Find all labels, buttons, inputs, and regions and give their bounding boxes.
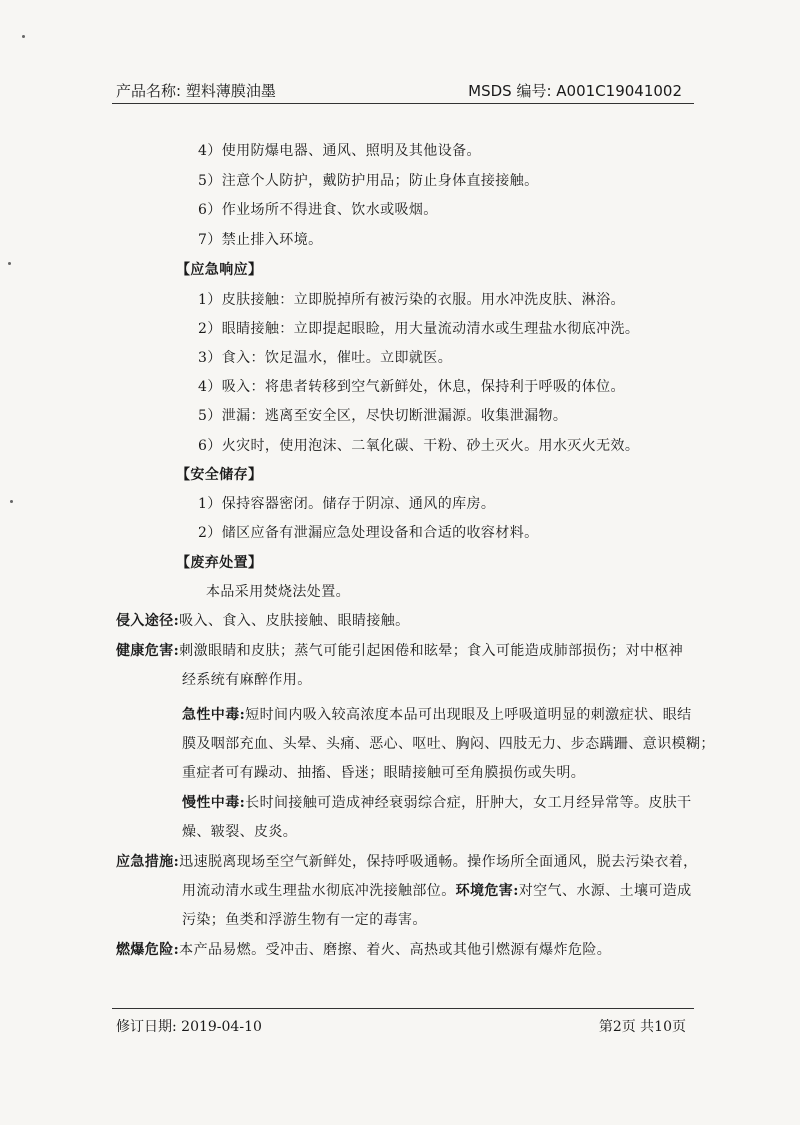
disposal-text: 本品采用焚烧法处置。	[206, 584, 350, 600]
section-title-storage: 【安全储存】	[176, 467, 263, 483]
scan-speck	[10, 500, 13, 503]
list-item: 2）储区应备有泄漏应急处理设备和合适的收容材料。	[198, 525, 539, 541]
explosion-label: 燃爆危险:	[116, 942, 180, 958]
chronic-text-cont: 燥、皲裂、皮炎。	[182, 824, 298, 840]
measures-text: 迅速脱离现场至空气新鲜处，保持呼吸通畅。操作场所全面通风，脱去污染衣着，	[179, 854, 698, 870]
list-item: 5）泄漏：逃离至安全区，尽快切断泄漏源。收集泄漏物。	[198, 408, 568, 424]
acute-text-cont: 膜及咽部充血、头晕、头痛、恶心、呕吐、胸闷、四肢无力、步态蹒跚、意识模糊；	[182, 736, 715, 752]
measures-text-cont	[182, 880, 692, 900]
env-text: 对空气、水源、土壤可造成	[518, 883, 692, 899]
list-item: 1）保持容器密闭。储存于阴凉、通风的库房。	[198, 496, 496, 512]
section-title-disposal: 【废弃处置】	[176, 555, 263, 571]
chronic-label: 慢性中毒:	[182, 795, 246, 811]
measures-text-cont: 污染；鱼类和浮游生物有一定的毒害。	[182, 912, 427, 928]
list-item: 6）作业场所不得进食、饮水或吸烟。	[198, 202, 438, 218]
explosion-text: 本产品易燃。受冲击、磨擦、着火、高热或其他引燃源有爆炸危险。	[179, 942, 612, 958]
acute-row	[182, 704, 692, 724]
measures-row	[116, 851, 698, 871]
explosion-row	[116, 939, 611, 959]
revision-date: 修订日期: 2019-04-10	[116, 1019, 262, 1035]
measures-label: 应急措施:	[116, 854, 180, 870]
health-text-cont: 经系统有麻醉作用。	[182, 672, 312, 688]
acute-text-cont: 重症者可有躁动、抽搐、昏迷；眼睛接触可至角膜损伤或失明。	[182, 765, 586, 781]
list-item: 6）火灾时，使用泡沫、二氧化碳、干粉、砂土灭火。用水灭火无效。	[198, 438, 640, 454]
env-label: 环境危害:	[455, 883, 519, 899]
health-row	[116, 640, 683, 660]
measures-text: 用流动清水或生理盐水彻底冲洗接触部位。	[182, 883, 456, 899]
list-item: 7）禁止排入环境。	[198, 232, 323, 248]
list-item: 1）皮肤接触：立即脱掉所有被污染的衣服。用水冲洗皮肤、淋浴。	[198, 292, 625, 308]
list-item: 5）注意个人防护，戴防护用品；防止身体直接接触。	[198, 173, 539, 189]
footer-rule	[112, 1008, 694, 1009]
health-label: 健康危害:	[116, 643, 180, 659]
chronic-text: 长时间接触可造成神经衰弱综合症，肝肿大，女工月经异常等。皮肤干	[245, 795, 692, 811]
acute-text: 短时间内吸入较高浓度本品可出现眼及上呼吸道明显的刺激症状、眼结	[245, 707, 692, 723]
list-item: 4）使用防爆电器、通风、照明及其他设备。	[198, 143, 481, 159]
route-text: 吸入、食入、皮肤接触、眼睛接触。	[179, 613, 410, 629]
route-label: 侵入途径:	[116, 613, 180, 629]
health-text: 刺激眼睛和皮肤；蒸气可能引起困倦和眩晕；食入可能造成肺部损伤；对中枢神	[179, 643, 684, 659]
section-title-emergency: 【应急响应】	[176, 262, 263, 278]
product-name: 产品名称: 塑料薄膜油墨	[116, 82, 276, 100]
list-item: 2）眼睛接触：立即提起眼睑，用大量流动清水或生理盐水彻底冲洗。	[198, 321, 640, 337]
chronic-row	[182, 792, 692, 812]
page-number: 第2页 共10页	[598, 1019, 686, 1035]
acute-label: 急性中毒:	[182, 707, 246, 723]
msds-number: MSDS 编号: A001C19041002	[468, 82, 682, 100]
list-item: 4）吸入：将患者转移到空气新鲜处，休息，保持利于呼吸的体位。	[198, 379, 625, 395]
scan-speck	[8, 262, 11, 265]
header-rule	[112, 103, 694, 104]
list-item: 3）食入：饮足温水，催吐。立即就医。	[198, 350, 453, 366]
route-row	[116, 610, 410, 630]
scan-speck	[22, 35, 25, 38]
